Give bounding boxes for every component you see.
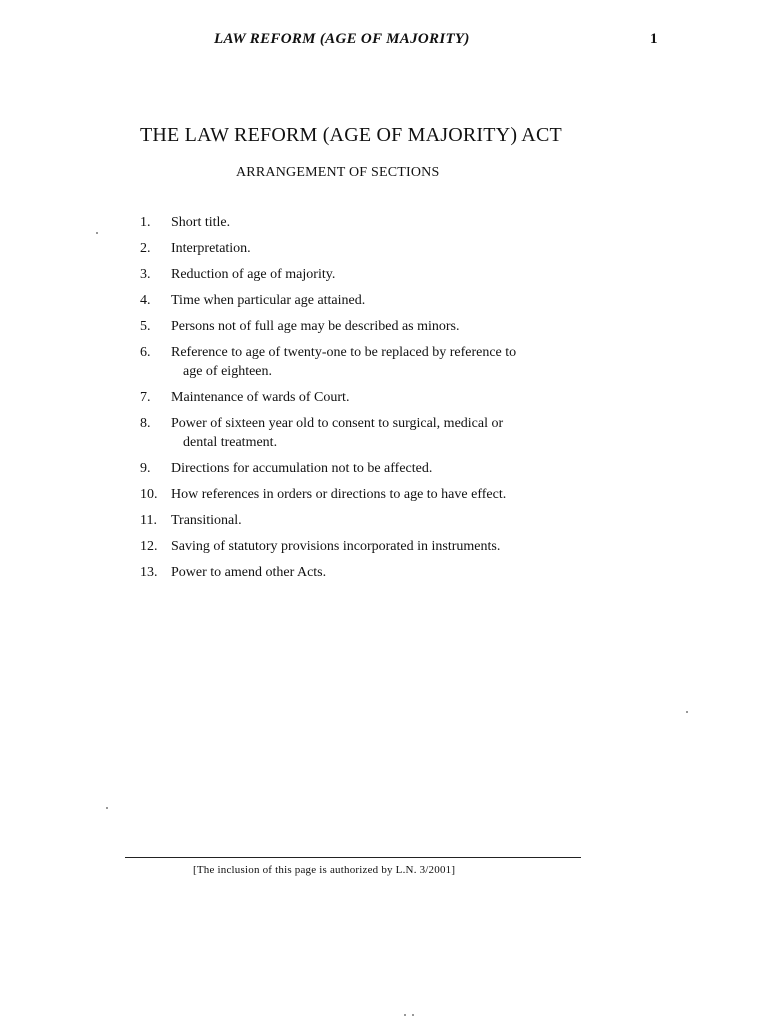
section-title: Time when particular age attained. xyxy=(171,293,366,308)
footer-divider xyxy=(125,857,581,858)
section-item xyxy=(140,317,580,336)
section-title-continuation: dental treatment. xyxy=(183,435,278,450)
section-item xyxy=(140,291,580,310)
section-item xyxy=(140,511,580,530)
sections-list xyxy=(140,213,580,589)
section-title: Transitional. xyxy=(171,513,242,528)
section-item xyxy=(140,265,580,284)
section-number: 5. xyxy=(140,319,151,334)
section-item xyxy=(140,388,580,407)
running-title: LAW REFORM (AGE OF MAJORITY) xyxy=(214,31,470,47)
scan-speck xyxy=(106,807,108,809)
section-number: 8. xyxy=(140,416,151,431)
arrangement-heading: ARRANGEMENT OF SECTIONS xyxy=(236,165,440,180)
section-title: Directions for accumulation not to be affected. xyxy=(171,461,433,476)
section-item xyxy=(140,563,580,582)
section-title: Reduction of age of majority. xyxy=(171,267,336,282)
section-title: Saving of statutory provisions incorporated in instruments. xyxy=(171,539,501,554)
section-number: 1. xyxy=(140,215,151,230)
scan-speck xyxy=(412,1014,414,1016)
section-number: 13. xyxy=(140,565,158,580)
section-number: 7. xyxy=(140,390,151,405)
act-title: THE LAW REFORM (AGE OF MAJORITY) ACT xyxy=(140,124,562,146)
section-number: 11. xyxy=(140,513,157,528)
section-item xyxy=(140,459,580,478)
running-header xyxy=(0,31,768,51)
section-item xyxy=(140,239,580,258)
scan-speck xyxy=(404,1014,406,1016)
scan-speck xyxy=(686,711,688,713)
section-title: Power to amend other Acts. xyxy=(171,565,327,580)
section-title: How references in orders or directions to age to have effect. xyxy=(171,487,507,502)
section-number: 9. xyxy=(140,461,151,476)
section-title: Short title. xyxy=(171,215,231,230)
section-title-line: Power of sixteen year old to consent to surgical, medical or xyxy=(171,416,504,431)
scan-speck xyxy=(96,232,98,234)
section-item xyxy=(140,485,580,504)
section-title-continuation: age of eighteen. xyxy=(183,364,273,379)
section-title: Maintenance of wards of Court. xyxy=(171,390,350,405)
section-item xyxy=(140,537,580,556)
section-title xyxy=(171,414,580,452)
section-title: Interpretation. xyxy=(171,241,251,256)
section-item xyxy=(140,414,580,452)
section-title xyxy=(171,343,580,381)
section-item xyxy=(140,213,580,232)
section-number: 12. xyxy=(140,539,158,554)
section-number: 2. xyxy=(140,241,151,256)
section-number: 4. xyxy=(140,293,151,308)
section-item xyxy=(140,343,580,381)
section-number: 3. xyxy=(140,267,151,282)
section-number: 6. xyxy=(140,345,151,360)
page-number: 1 xyxy=(650,31,658,47)
section-title: Persons not of full age may be described as minors. xyxy=(171,319,460,334)
section-number: 10. xyxy=(140,487,158,502)
section-title-line: Reference to age of twenty-one to be replaced by reference to xyxy=(171,345,517,360)
footer-authorization-note: [The inclusion of this page is authorized by L.N. 3/2001] xyxy=(193,864,456,876)
